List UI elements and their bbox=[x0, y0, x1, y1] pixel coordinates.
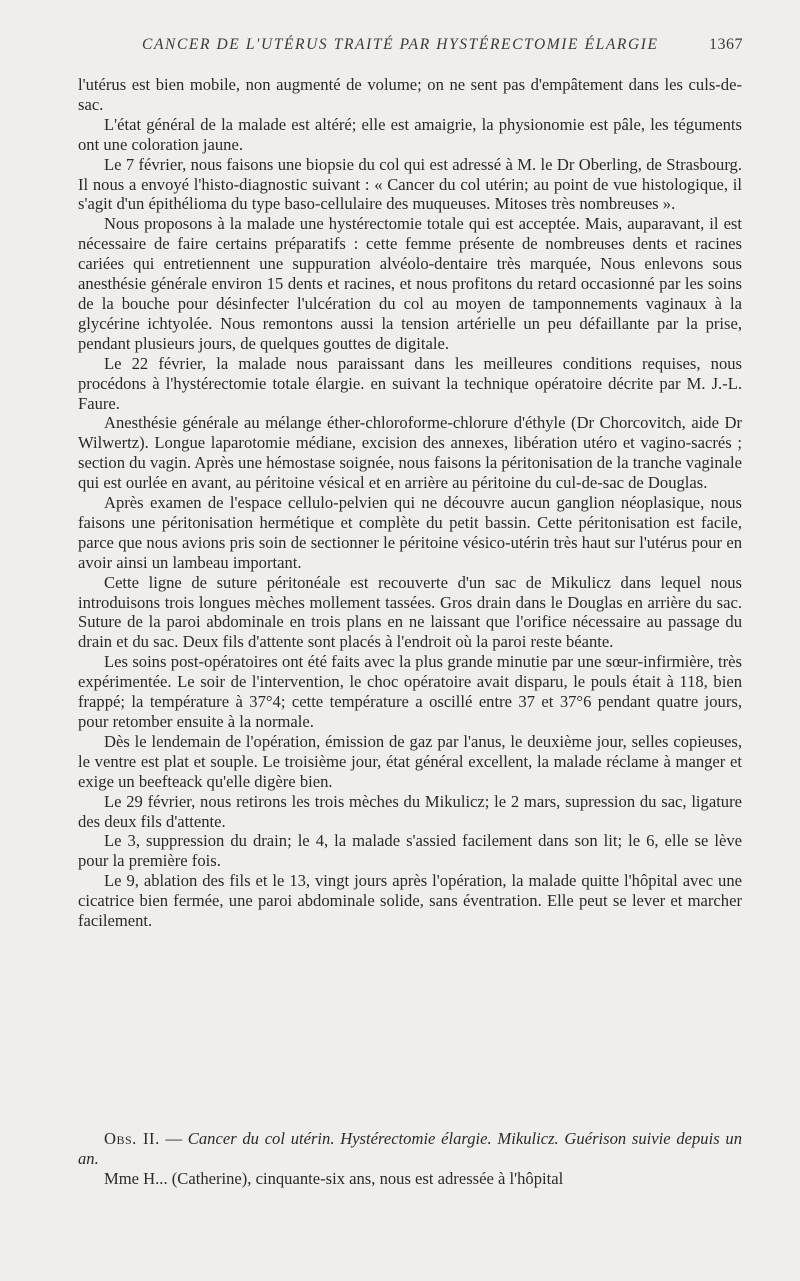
body-text bbox=[78, 75, 742, 931]
observation-heading bbox=[78, 1129, 742, 1169]
paragraph: Dès le lendemain de l'opération, émission de gaz par l'anus, le deuxième jour, selles copieuses, le ventre est plat et souple. Le troisième jour, état général excellent, la malade réclame à manger et exige un beefteack qu'elle digère bien. bbox=[78, 731, 742, 791]
observation-dash: — bbox=[159, 1129, 188, 1148]
running-head bbox=[0, 36, 800, 58]
observation-label: Obs. II. bbox=[104, 1129, 160, 1148]
paragraph: Le 22 février, la malade nous paraissant dans les meilleures conditions requises, nous procédons à l'hystérectomie totale élargie. en suivant la technique opératoire décrite par M. J.-L. Faure. bbox=[78, 353, 742, 413]
paragraph: Le 29 février, nous retirons les trois mèches du Mikulicz; le 2 mars, supression du sac, ligature des deux fils d'attente. bbox=[78, 791, 742, 831]
paragraph: Après examen de l'espace cellulo-pelvien qui ne découvre aucun ganglion néoplasique, nous faisons une péritonisation hermétique et complète du petit bassin. Cette péritonisation est facile, parce que nous avions pris soin de sectionner le péritoine vésico-utérin très haut sur l'utérus pour en avoir ainsi un lambeau important. bbox=[78, 493, 742, 572]
paragraph: Les soins post-opératoires ont été faits avec la plus grande minutie par une sœur-infirmière, très expérimentée. Le soir de l'intervention, le choc opératoire avait disparu, le pouls était à 118, bien frappé; la température à 37°4; cette température a oscillé entre 37 et 37°6 pendant quatre jours, pour retomber ensuite à la normale. bbox=[78, 652, 742, 731]
running-title: CANCER DE L'UTÉRUS TRAITÉ PAR HYSTÉRECTOMIE ÉLARGIE bbox=[142, 36, 659, 53]
paragraph: l'utérus est bien mobile, non augmenté de volume; on ne sent pas d'empâtement dans les culs-de-sac. bbox=[78, 75, 742, 114]
page-number: 1367 bbox=[709, 36, 743, 53]
observation-title: Cancer du col utérin. Hystérectomie élargie. Mikulicz. Guérison suivie depuis un an. bbox=[78, 1129, 742, 1168]
paragraph: Le 3, suppression du drain; le 4, la malade s'assied facilement dans son lit; le 6, elle se lève pour la première fois. bbox=[78, 831, 742, 871]
paragraph: Nous proposons à la malade une hystérectomie totale qui est acceptée. Mais, auparavant, il est nécessaire de faire certains préparatifs : cette femme présente de nombreuses dents et racines cariées qui entretiennent une suppuration alvéolo-dentaire très marquée, Nous enlevons sous anesthésie générale environ 15 dents et racines, et nous profitons du retard occasionné par les soins de la bouche pour désinfecter l'ulcération du col au moyen de tamponnements vaginaux à la glycérine ichtyolée. Nous remontons aussi la tension artérielle un peu défaillante par la prise, pendant plusieurs jours, de quelques gouttes de digitale. bbox=[78, 214, 742, 353]
paragraph: L'état général de la malade est altéré; elle est amaigrie, la physionomie est pâle, les téguments ont une coloration jaune. bbox=[78, 114, 742, 154]
paragraph: Anesthésie générale au mélange éther-chloroforme-chlorure d'éthyle (Dr Chorcovitch, aide Dr Wilwertz). Longue laparotomie médiane, excision des annexes, libération utéro et vagino-sacrés ; section du vagin. Après une hémostase soignée, nous faisons la péritonisation de la tranche vaginale qui est ourlée en avant, au péritoine vésical et en arrière au péritoine du cul-de-sac de Douglas. bbox=[78, 413, 742, 493]
paragraph: Cette ligne de suture péritonéale est recouverte d'un sac de Mikulicz dans lequel nous introduisons trois longues mèches mollement tassées. Gros drain dans le Douglas en arrière du sac. Suture de la paroi abdominale en trois plans en ne laissant que l'orifice nécessaire au passage du drain et du sac. Deux fils d'attente sont placés à l'endroit où la paroi reste béante. bbox=[78, 572, 742, 652]
paragraph: Le 7 février, nous faisons une biopsie du col qui est adressé à M. le Dr Oberling, de Strasbourg. Il nous a envoyé l'histo-diagnostic suivant : « Cancer du col utérin; au point de vue histologique, il s'agit d'un épithélioma du type baso-cellulaire des muqueuses. Mitoses très nombreuses ». bbox=[78, 154, 742, 214]
observation-intro: Mme H... (Catherine), cinquante-six ans, nous est adressée à l'hôpital bbox=[104, 1168, 564, 1188]
observation-section bbox=[78, 1129, 742, 1189]
paragraph: Le 9, ablation des fils et le 13, vingt jours après l'opération, la malade quitte l'hôpital avec une cicatrice bien fermée, une paroi abdominale solide, sans éventration. Elle peut se lever et marcher facilement. bbox=[78, 871, 742, 931]
